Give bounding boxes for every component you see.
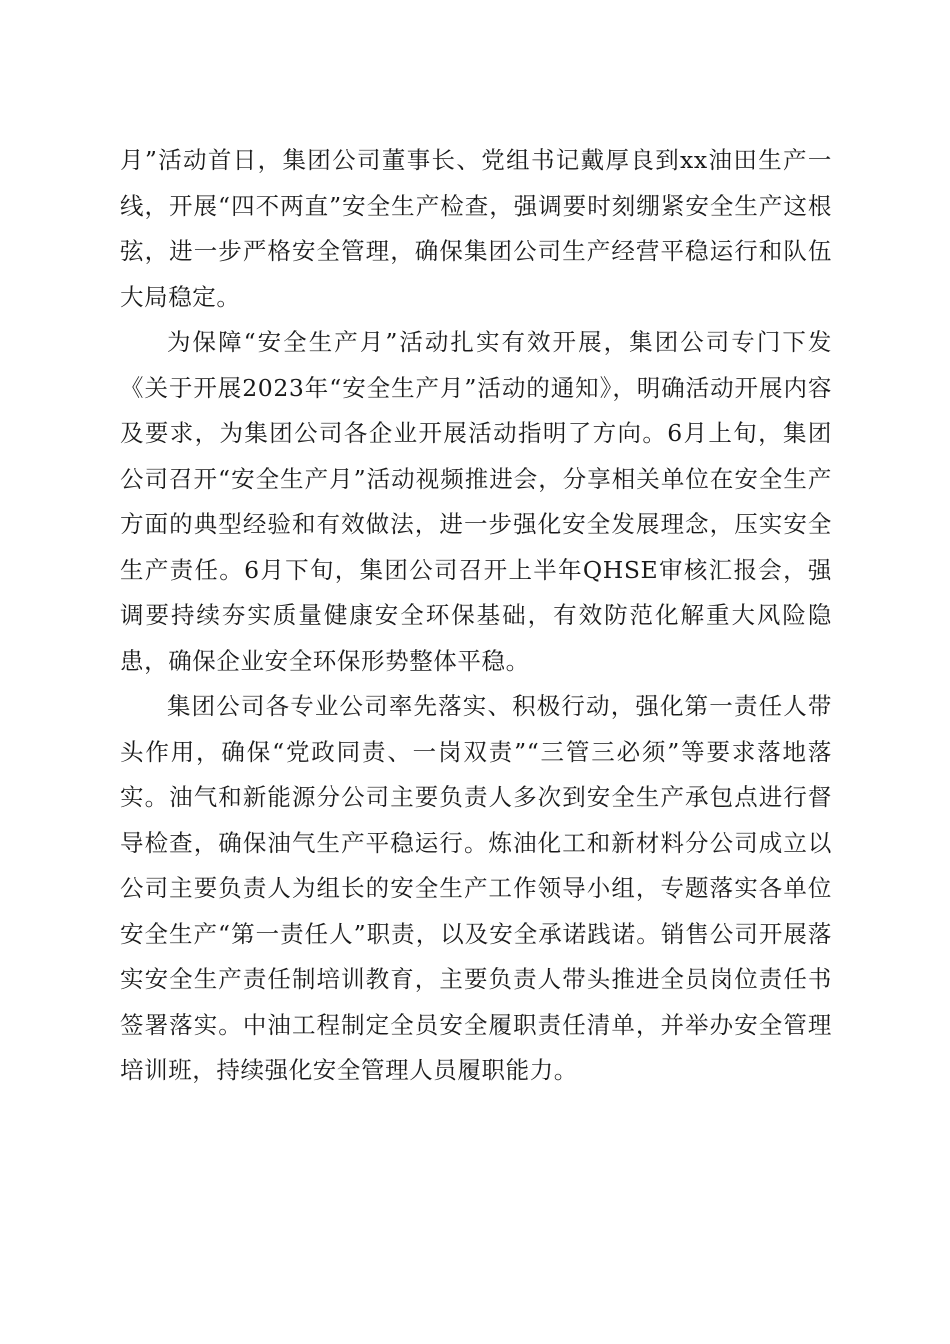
paragraph-professional-companies: 集团公司各专业公司率先落实、积极行动，强化第一责任人带头作用，确保“党政同责、一岗双责”“三管三必须”等要求落地落实。油气和新能源分公司主要负责人多次到安全生产承包点进行督导检查，确保油气生产平稳运行。炼油化工和新材料分公司成立以公司主要负责人为组长的安全生产工作领导小组，专题落实各单位安全生产“第一责任人”职责，以及安全承诺践诺。销售公司开展落实安全生产责任制培训教育，主要负责人带头推进全员岗位责任书签署落实。中油工程制定全员安全履职责任清单，并举办安全管理培训班，持续强化安全管理人员履职能力。 [120, 692, 832, 1084]
paragraph-safety-month-notice: 为保障“安全生产月”活动扎实有效开展，集团公司专门下发《关于开展2023年“安全生产月”活动的通知》，明确活动开展内容及要求，为集团公司各企业开展活动指明了方向。6月上旬，集团公司召开“安全生产月”活动视频推进会，分享相关单位在安全生产方面的典型经验和有效做法，进一步强化安全发展理念，压实安全生产责任。6月下旬，集团公司召开上半年QHSE审核汇报会，强调要持续夯实质量健康安全环保基础，有效防范化解重大风险隐患，确保企业安全环保形势整体平稳。 [120, 328, 832, 675]
document-body [120, 138, 832, 1094]
paragraph-continued: 月”活动首日，集团公司董事长、党组书记戴厚良到xx油田生产一线，开展“四不两直”安全生产检查，强调要时刻绷紧安全生产这根弦，进一步严格安全管理，确保集团公司生产经营平稳运行和队伍大局稳定。 [120, 146, 832, 311]
